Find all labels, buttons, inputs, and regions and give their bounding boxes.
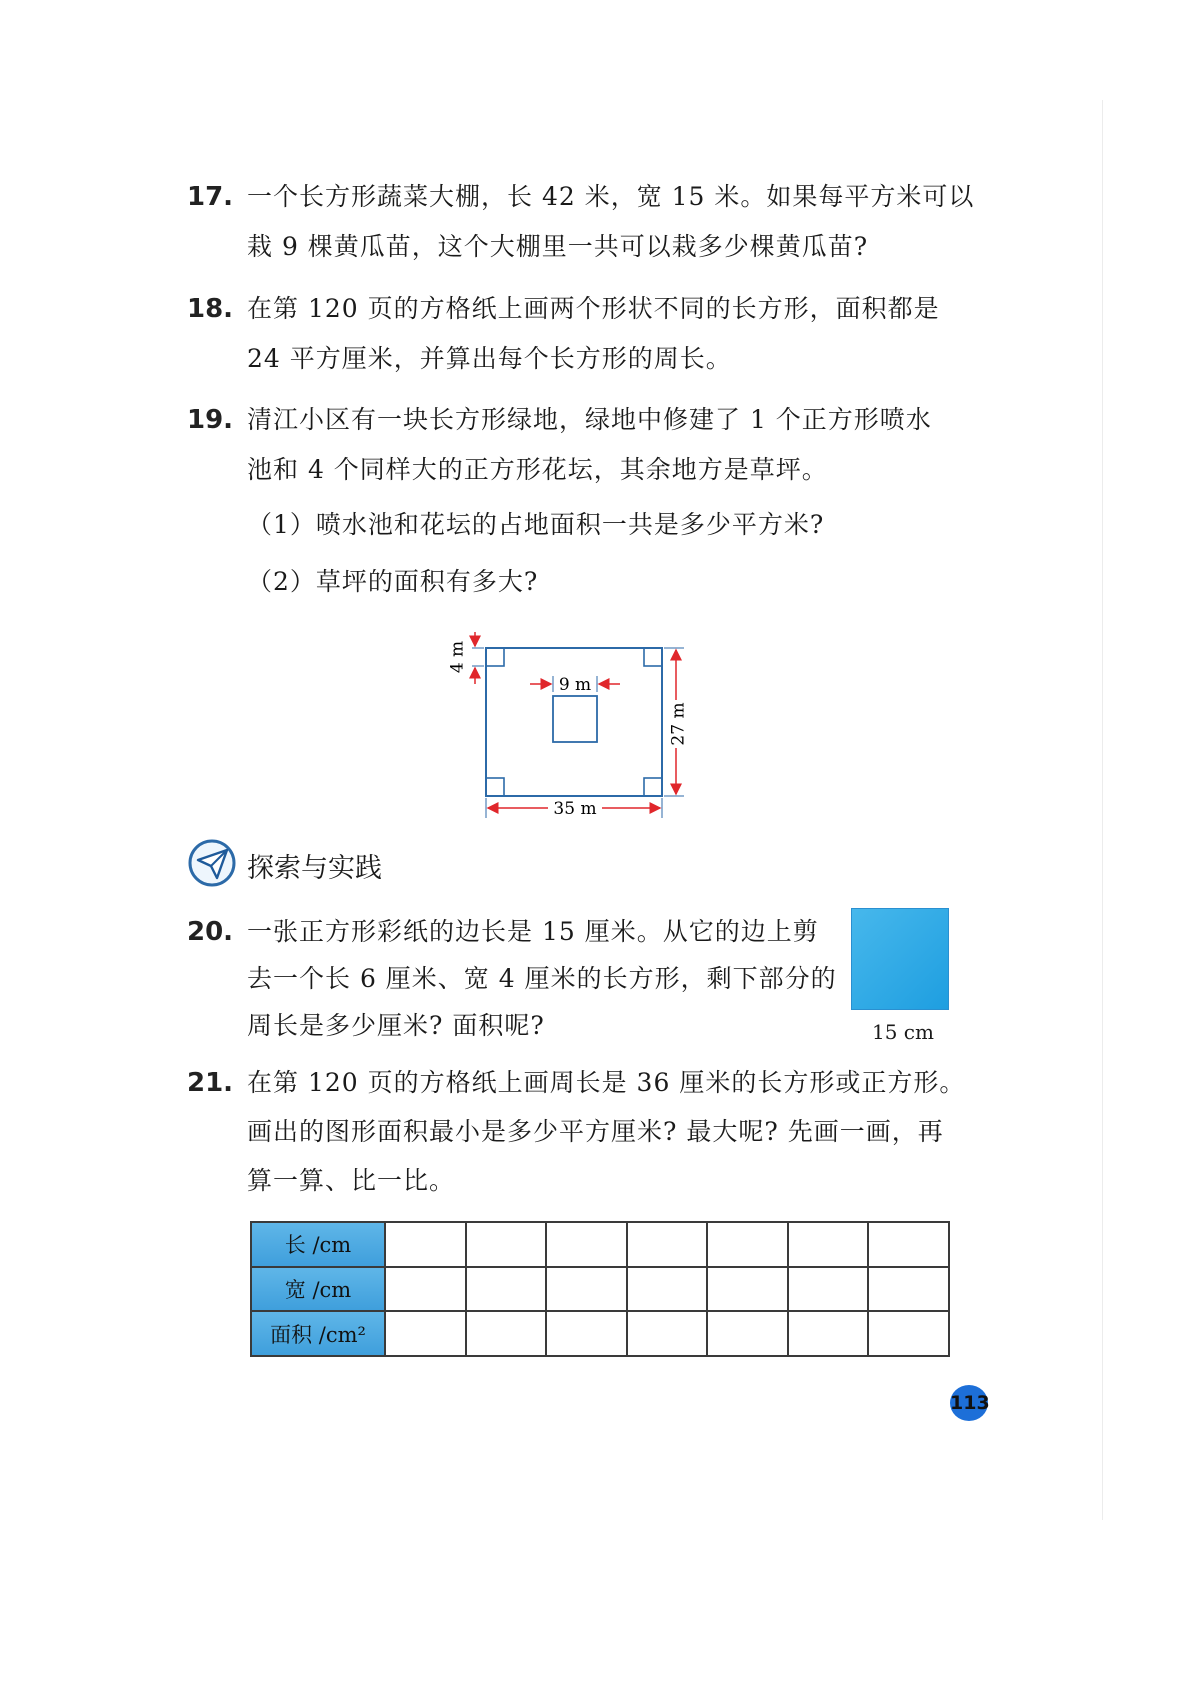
table-cell[interactable]	[868, 1311, 949, 1356]
label-35m: 35 m	[553, 799, 597, 819]
question-text-line: 在第 120 页的方格纸上画两个形状不同的长方形，面积都是	[247, 294, 940, 323]
question-text-line: 去一个长 6 厘米、宽 4 厘米的长方形，剩下部分的	[247, 964, 837, 993]
colored-paper-square	[851, 908, 949, 1010]
question-text-line: 清江小区有一块长方形绿地，绿地中修建了 1 个正方形喷水	[247, 405, 932, 434]
paper-plane-icon	[187, 838, 237, 888]
table-cell[interactable]	[707, 1222, 788, 1267]
table-cell[interactable]	[546, 1311, 627, 1356]
table-cell[interactable]	[627, 1222, 708, 1267]
question-text-line: 周长是多少厘米? 面积呢?	[247, 1011, 545, 1040]
page-number-badge: 113	[950, 1385, 988, 1421]
outer-rectangle	[486, 648, 662, 796]
question-text-line: 一个长方形蔬菜大棚，长 42 米，宽 15 米。如果每平方米可以	[247, 182, 975, 211]
table-row	[251, 1222, 949, 1267]
table-cell[interactable]	[788, 1222, 869, 1267]
question-text-line: 一张正方形彩纸的边长是 15 厘米。从它的边上剪	[247, 917, 819, 946]
page-edge-line	[1102, 100, 1103, 1520]
question-number: 17.	[187, 182, 234, 212]
table-cell[interactable]	[788, 1267, 869, 1312]
table-row	[251, 1311, 949, 1356]
flowerbed-bottom-right	[644, 778, 662, 796]
rectangle-table	[250, 1221, 950, 1357]
row-header-width: 宽 /cm	[251, 1267, 385, 1312]
question-text-line: 24 平方厘米，并算出每个长方形的周长。	[247, 344, 732, 373]
question-number: 21.	[187, 1068, 234, 1098]
section-title: 探索与实践	[247, 853, 382, 884]
table-cell[interactable]	[385, 1222, 466, 1267]
label-4m: 4 m	[447, 640, 468, 674]
flowerbed-top-right	[644, 648, 662, 666]
table-cell[interactable]	[546, 1222, 627, 1267]
table-cell[interactable]	[868, 1222, 949, 1267]
question-number: 20.	[187, 917, 234, 947]
flowerbed-bottom-left	[486, 778, 504, 796]
table-cell[interactable]	[385, 1311, 466, 1356]
question-text-line: 栽 9 棵黄瓜苗，这个大棚里一共可以栽多少棵黄瓜苗?	[247, 232, 869, 261]
table-cell[interactable]	[466, 1267, 547, 1312]
table-cell[interactable]	[466, 1222, 547, 1267]
row-header-area: 面积 /cm²	[251, 1311, 385, 1356]
table-cell[interactable]	[627, 1267, 708, 1312]
table-cell[interactable]	[466, 1311, 547, 1356]
table-cell[interactable]	[868, 1267, 949, 1312]
table-cell[interactable]	[788, 1311, 869, 1356]
table-row	[251, 1267, 949, 1312]
question-text-line: 池和 4 个同样大的正方形花坛，其余地方是草坪。	[247, 455, 828, 484]
flowerbed-top-left	[486, 648, 504, 666]
sub-question-2: （2）草坪的面积有多大?	[247, 567, 539, 596]
sub-question-1: （1）喷水池和花坛的占地面积一共是多少平方米?	[247, 510, 825, 539]
green-land-diagram	[430, 628, 700, 820]
question-text-line: 画出的图形面积最小是多少平方厘米? 最大呢? 先画一画，再	[247, 1117, 944, 1146]
question-text-line: 算一算、比一比。	[247, 1166, 456, 1195]
question-number: 19.	[187, 405, 234, 435]
row-header-length: 长 /cm	[251, 1222, 385, 1267]
table-cell[interactable]	[627, 1311, 708, 1356]
table-cell[interactable]	[385, 1267, 466, 1312]
square-size-label: 15 cm	[872, 1020, 934, 1044]
table-cell[interactable]	[707, 1267, 788, 1312]
table-cell[interactable]	[707, 1311, 788, 1356]
label-27m: 27 m	[668, 702, 689, 746]
question-text-line: 在第 120 页的方格纸上画周长是 36 厘米的长方形或正方形。	[247, 1068, 966, 1097]
fountain-square	[553, 696, 597, 742]
question-number: 18.	[187, 294, 234, 324]
label-9m: 9 m	[558, 675, 592, 695]
table-cell[interactable]	[546, 1267, 627, 1312]
